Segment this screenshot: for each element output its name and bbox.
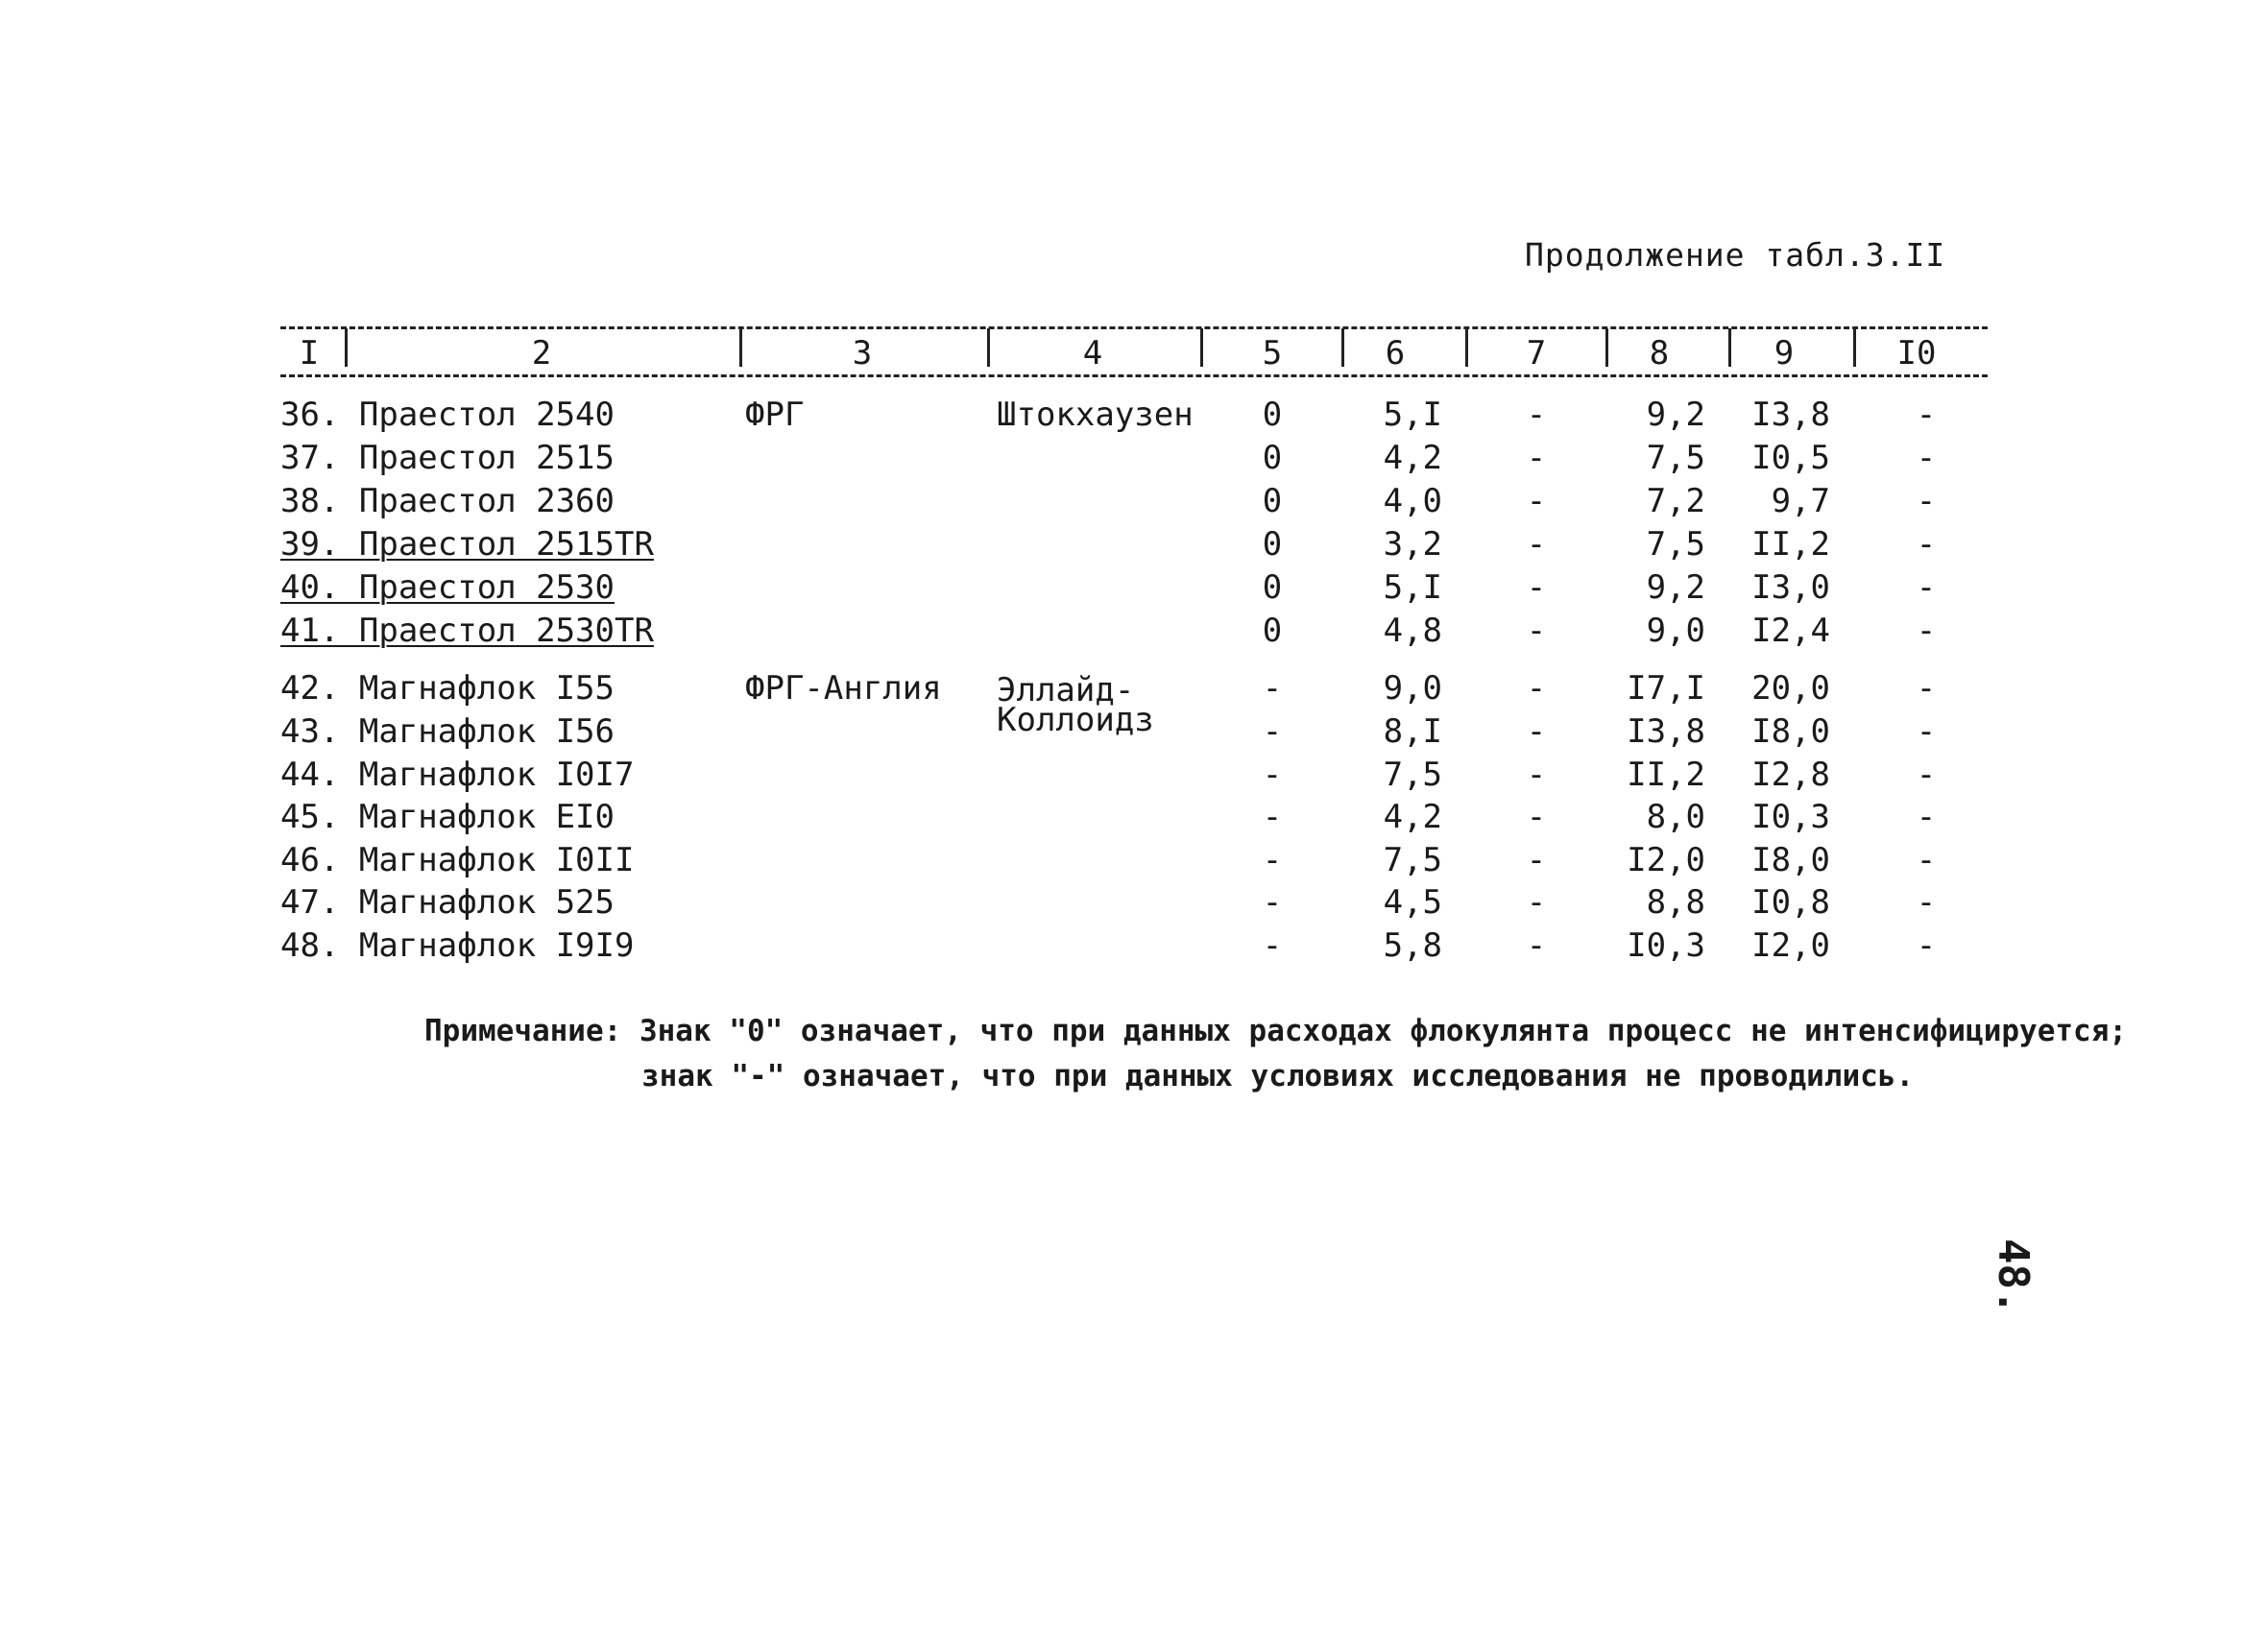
- cell-country: ФРГ-Англия: [745, 669, 942, 708]
- header-separator: [1200, 328, 1203, 367]
- table-row: [0, 796, 2268, 838]
- header-separator: [1728, 328, 1731, 367]
- cell-col-5: -: [1262, 926, 1283, 965]
- cell-col-8: 9,2: [1646, 568, 1705, 607]
- header-col-7: 7: [1526, 334, 1547, 372]
- cell-col-5: -: [1262, 756, 1283, 794]
- cell-col-8: 8,8: [1646, 883, 1705, 922]
- cell-company: Эллайд-: [997, 671, 1135, 709]
- cell-name: 48. Магнафлок I9I9: [280, 926, 635, 965]
- header-col-4: 4: [1082, 334, 1103, 372]
- header-col-8: 8: [1649, 334, 1670, 372]
- cell-name: 41. Праестол 2530TR: [280, 612, 654, 650]
- header-separator: [987, 328, 990, 367]
- cell-col-7: -: [1526, 525, 1547, 564]
- header-separator: [345, 328, 348, 367]
- cell-name: 46. Магнафлок I0II: [280, 841, 635, 879]
- table-row: [0, 701, 2268, 753]
- page-number: 48.: [1989, 1238, 2038, 1315]
- cell-col-7: -: [1526, 841, 1547, 879]
- header-separator: [739, 328, 742, 367]
- cell-name: 43. Магнафлок I56: [280, 712, 615, 751]
- cell-col-8: 7,5: [1646, 525, 1705, 564]
- cell-col-5: 0: [1262, 525, 1283, 564]
- cell-col-5: 0: [1262, 396, 1283, 434]
- cell-col-10: -: [1916, 798, 1937, 836]
- cell-col-5: -: [1262, 669, 1283, 708]
- cell-col-9: I0,3: [1751, 798, 1830, 836]
- cell-name: 45. Магнафлок EI0: [280, 798, 615, 836]
- cell-name: 39. Праестол 2515TR: [280, 525, 654, 564]
- cell-col-6: 7,5: [1383, 756, 1442, 794]
- header-col-2: 2: [531, 334, 552, 372]
- cell-col-7: -: [1526, 756, 1547, 794]
- cell-col-10: -: [1916, 482, 1937, 520]
- cell-name: 38. Праестол 2360: [280, 482, 615, 520]
- cell-col-10: -: [1916, 883, 1937, 922]
- cell-name: 44. Магнафлок I0I7: [280, 756, 635, 794]
- table-row: [0, 610, 2268, 652]
- header-separator: [1605, 328, 1608, 367]
- cell-col-5: 0: [1262, 568, 1283, 607]
- cell-col-10: -: [1916, 612, 1937, 650]
- cell-col-8: 9,2: [1646, 396, 1705, 434]
- cell-col-9: I2,8: [1751, 756, 1830, 794]
- table-row: [0, 437, 2268, 479]
- cell-col-6: 4,0: [1383, 482, 1442, 520]
- cell-col-10: -: [1916, 396, 1937, 434]
- header-col-5: 5: [1262, 334, 1283, 372]
- cell-col-6: 4,8: [1383, 612, 1442, 650]
- cell-col-9: II,2: [1751, 525, 1830, 564]
- cell-col-8: I7,I: [1627, 669, 1705, 708]
- header-col-3: 3: [852, 334, 873, 372]
- cell-col-6: 8,I: [1383, 712, 1442, 751]
- cell-col-7: -: [1526, 926, 1547, 965]
- cell-name: 36. Праестол 2540: [280, 396, 615, 434]
- cell-col-5: -: [1262, 798, 1283, 836]
- cell-col-9: 9,7: [1771, 482, 1830, 520]
- table-row: [0, 566, 2268, 609]
- cell-country: ФРГ: [745, 396, 805, 434]
- cell-col-6: 7,5: [1383, 841, 1442, 879]
- cell-name: 42. Магнафлок I55: [280, 669, 615, 708]
- cell-col-6: 3,2: [1383, 525, 1442, 564]
- cell-col-9: I3,8: [1751, 396, 1830, 434]
- cell-col-8: 7,2: [1646, 482, 1705, 520]
- table-header-row: [0, 332, 2268, 374]
- cell-col-8: 7,5: [1646, 439, 1705, 477]
- cell-col-9: I0,5: [1751, 439, 1830, 477]
- cell-col-5: -: [1262, 841, 1283, 879]
- cell-col-9: I3,0: [1751, 568, 1830, 607]
- cell-col-9: I2,4: [1751, 612, 1830, 650]
- note-line-2: знак "-" означает, что при данных условиях исследования не проводились.: [641, 1059, 1915, 1093]
- cell-col-10: -: [1916, 669, 1937, 708]
- cell-col-9: I8,0: [1751, 712, 1830, 751]
- cell-col-7: -: [1526, 482, 1547, 520]
- cell-col-6: 4,2: [1383, 439, 1442, 477]
- table-row: [0, 839, 2268, 881]
- cell-name: 47. Магнафлок 525: [280, 883, 615, 922]
- cell-col-5: -: [1262, 712, 1283, 751]
- cell-col-7: -: [1526, 396, 1547, 434]
- header-col-9: 9: [1773, 334, 1795, 372]
- cell-col-6: 5,I: [1383, 568, 1442, 607]
- table-row: [0, 925, 2268, 967]
- header-col-6: 6: [1385, 334, 1406, 372]
- cell-col-7: -: [1526, 712, 1547, 751]
- table-continuation-caption: Продолжение табл.3.II: [1525, 236, 1946, 274]
- cell-col-9: I2,0: [1751, 926, 1830, 965]
- header-top-rule: [280, 326, 1988, 329]
- cell-col-8: 8,0: [1646, 798, 1705, 836]
- cell-col-10: -: [1916, 439, 1937, 477]
- cell-col-6: 5,8: [1383, 926, 1442, 965]
- cell-col-7: -: [1526, 439, 1547, 477]
- cell-col-7: -: [1526, 798, 1547, 836]
- cell-col-10: -: [1916, 568, 1937, 607]
- cell-col-5: -: [1262, 883, 1283, 922]
- cell-col-6: 4,5: [1383, 883, 1442, 922]
- cell-col-6: 9,0: [1383, 669, 1442, 708]
- cell-col-7: -: [1526, 669, 1547, 708]
- table-row: [0, 881, 2268, 924]
- cell-name: 37. Праестол 2515: [280, 439, 615, 477]
- cell-col-7: -: [1526, 883, 1547, 922]
- table-row: [0, 754, 2268, 796]
- table-row: [0, 523, 2268, 565]
- header-separator: [1465, 328, 1468, 367]
- cell-col-10: -: [1916, 756, 1937, 794]
- cell-col-9: I8,0: [1751, 841, 1830, 879]
- cell-col-8: I3,8: [1627, 712, 1705, 751]
- cell-col-10: -: [1916, 926, 1937, 965]
- cell-col-10: -: [1916, 712, 1937, 751]
- header-bottom-rule: [280, 374, 1988, 377]
- note-line-1: Примечание: Знак "0" означает, что при данных расходах флокулянта процесс не интенсифицируется;: [424, 1014, 2128, 1048]
- header-col-1: I: [299, 334, 320, 372]
- cell-col-6: 5,I: [1383, 396, 1442, 434]
- cell-col-5: 0: [1262, 439, 1283, 477]
- cell-col-8: I0,3: [1627, 926, 1705, 965]
- cell-col-10: -: [1916, 841, 1937, 879]
- cell-col-5: 0: [1262, 482, 1283, 520]
- cell-col-9: I0,8: [1751, 883, 1830, 922]
- header-col-10: I0: [1896, 334, 1937, 372]
- table-row: [0, 394, 2268, 436]
- cell-company: Коллоидз: [997, 701, 1154, 739]
- table-row: [0, 480, 2268, 522]
- cell-col-10: -: [1916, 525, 1937, 564]
- cell-col-5: 0: [1262, 612, 1283, 650]
- cell-col-7: -: [1526, 568, 1547, 607]
- cell-col-7: -: [1526, 612, 1547, 650]
- header-separator: [1341, 328, 1344, 367]
- cell-company: Штокхаузен: [997, 396, 1194, 434]
- cell-col-9: 20,0: [1751, 669, 1830, 708]
- cell-name: 40. Праестол 2530: [280, 568, 615, 607]
- cell-col-8: I2,0: [1627, 841, 1705, 879]
- cell-col-8: 9,0: [1646, 612, 1705, 650]
- cell-col-8: II,2: [1627, 756, 1705, 794]
- header-separator: [1853, 328, 1856, 367]
- cell-col-6: 4,2: [1383, 798, 1442, 836]
